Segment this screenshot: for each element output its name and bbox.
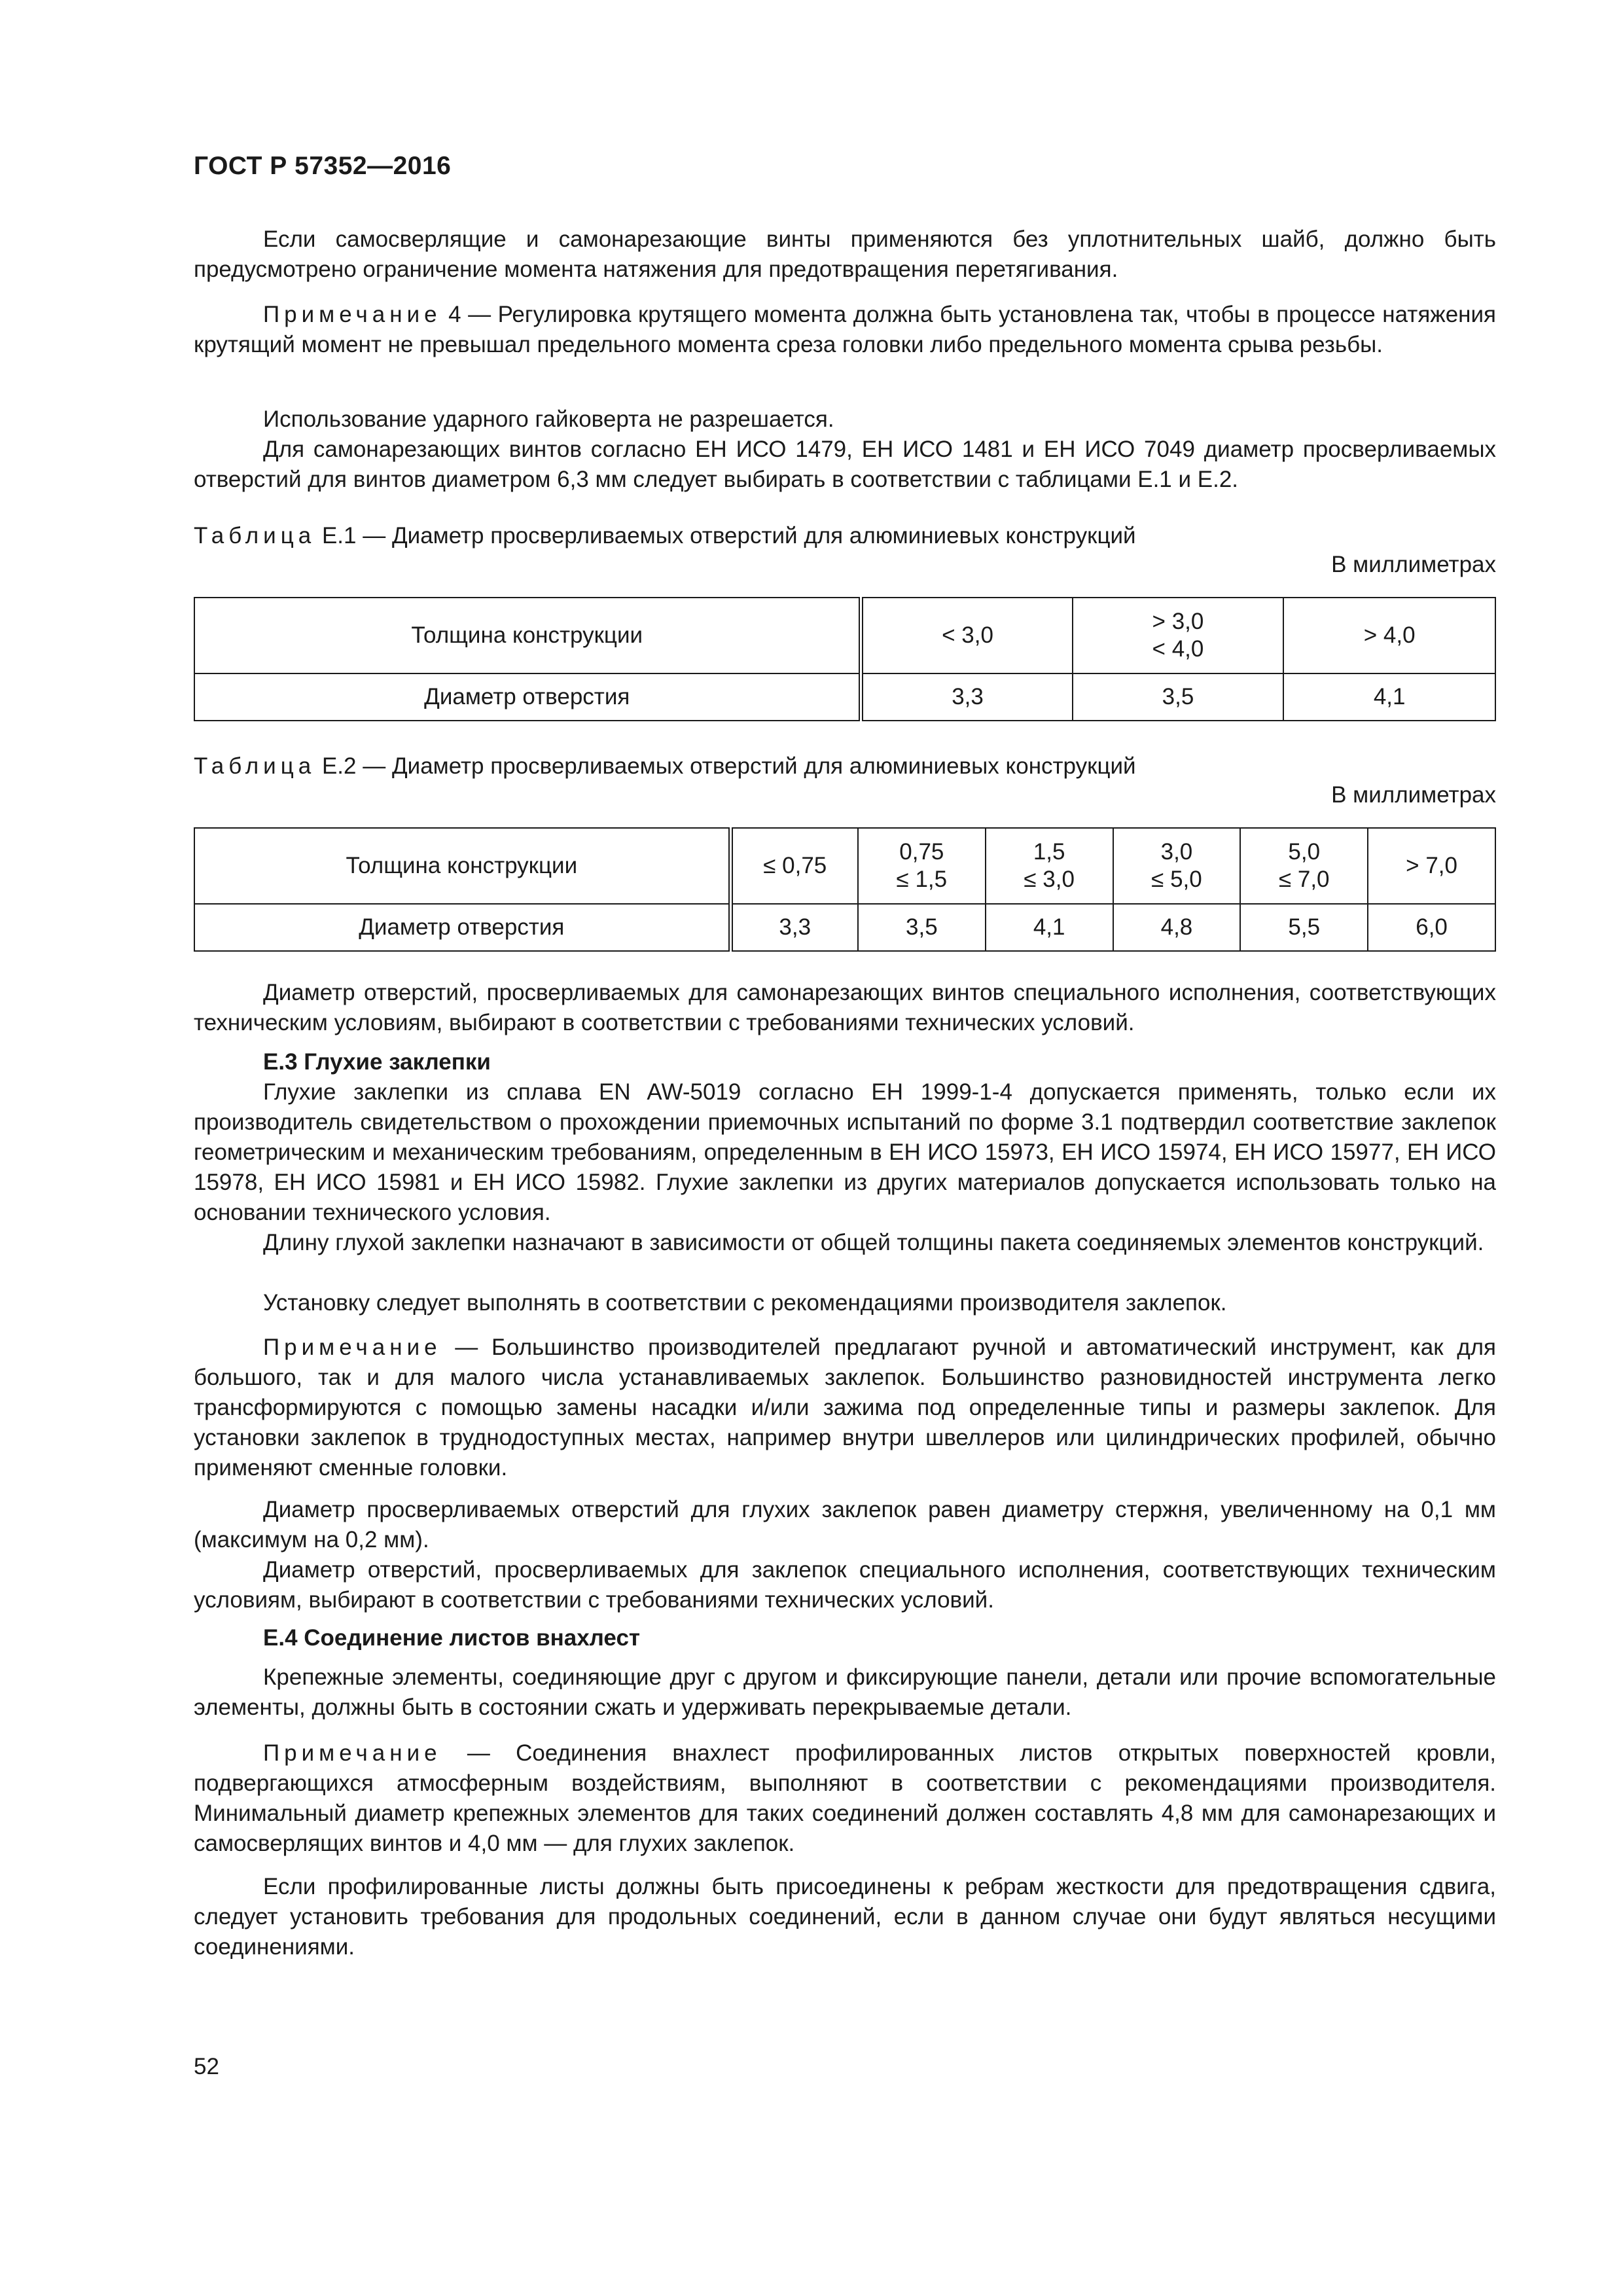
e4-paragraph-longitudinal: Если профилированные листы должны быть присоединены к ребрам жесткости для предотвращения сдвига, следует установить требования для продольных соединений, если в данном случае они будут являться несущими соединениями. [194, 1874, 1496, 1960]
table2-cell: 4,1 [986, 904, 1113, 951]
e3-paragraph-special-rivets: Диаметр отверстий, просверливаемых для заклепок специального исполнения, соответствующих техническим условиям, выбирают в соответствии с требованиями технических условий. [194, 1557, 1496, 1613]
table1-caption [194, 521, 1136, 551]
paragraph-impact-wrench: Использование ударного гайковерта не разрешается. [263, 406, 834, 432]
table2-cell [1113, 828, 1241, 904]
table2-row-label: Диаметр отверстия [194, 904, 730, 951]
table1-row-label: Диаметр отверстия [194, 673, 861, 721]
table2-cell-line: 1,5 [1033, 839, 1065, 865]
table2-cell-line: ≤ 7,0 [1278, 867, 1330, 892]
table2-cell: ≤ 0,75 [730, 828, 858, 904]
table2-cell: 3,3 [730, 904, 858, 951]
e3-note [194, 1333, 1496, 1483]
document-header: ГОСТ Р 57352—2016 [194, 152, 452, 180]
table2-units: В миллиметрах [1331, 782, 1496, 808]
table2-cell-line: ≤ 5,0 [1151, 867, 1202, 892]
table1-cell: 4,1 [1283, 673, 1495, 721]
table-e1 [194, 597, 1496, 721]
e4-paragraph-fasteners: Крепежные элементы, соединяющие друг с другом и фиксирующие панели, детали или прочие вспомогательные элементы, должны быть в состоянии сжать и удерживать перекрываемые детали. [194, 1664, 1496, 1720]
note-text: — Большинство производителей предлагают ручной и автоматический инструмент, как для большого, так и для малого числа устанавливаемых заклепок. Большинство разновидностей инструмента легко трансформируются с помощью замены насадки и/или зажима под определенные типы и размеры заклепок. Для установки заклепок в труднодоступных местах, например внутри швеллеров или цилиндрических профилей, обычно применяют сменные головки. [194, 1335, 1496, 1480]
table1-row-label: Толщина конструкции [194, 598, 861, 673]
section-e3-title: Е.3 Глухие заклепки [263, 1049, 491, 1075]
table2-cell: 3,5 [858, 904, 986, 951]
table1-cell: > 4,0 [1283, 598, 1495, 673]
table2-cell [1240, 828, 1368, 904]
note-4 [194, 300, 1496, 360]
table2-caption-label: Таблица [194, 753, 316, 779]
paragraph-special-screws: Диаметр отверстий, просверливаемых для самонарезающих винтов специального исполнения, соответствующих техническим условиям, выбирают в соответствии с требованиями технических условий. [194, 980, 1496, 1035]
table2-cell-line: ≤ 1,5 [896, 867, 948, 892]
table1-cell-line: > 3,0 [1152, 609, 1204, 634]
paragraph-washers: Если самосверлящие и самонарезающие винты применяются без уплотнительных шайб, должно быть предусмотрено ограничение момента натяжения для предотвращения перетягивания. [194, 226, 1496, 282]
table2-cell: 4,8 [1113, 904, 1241, 951]
e3-paragraph-hole-diameter: Диаметр просверливаемых отверстий для глухих заклепок равен диаметру стержня, увеличенному на 0,1 мм (максимум на 0,2 мм). [194, 1497, 1496, 1552]
table1-cell: 3,3 [861, 673, 1073, 721]
e4-note [194, 1738, 1496, 1859]
table-e2 [194, 827, 1496, 952]
table1-row-thickness [194, 598, 1495, 673]
section-e4-title: Е.4 Соединение листов внахлест [263, 1625, 641, 1651]
table2-cell-line: ≤ 3,0 [1024, 867, 1075, 892]
table2-cell [858, 828, 986, 904]
note-label: Примечание [263, 1335, 442, 1360]
table1-cell [1073, 598, 1284, 673]
table2-cell: 5,5 [1240, 904, 1368, 951]
paragraph-self-tapping-screws: Для самонарезающих винтов согласно ЕН ИСО 1479, ЕН ИСО 1481 и ЕН ИСО 7049 диаметр просверливаемых отверстий для винтов диаметром 6,3 мм следует выбирать в соответствии с таблицами Е.1 и Е.2. [194, 437, 1496, 492]
note-text: 4 — Регулировка крутящего момента должна быть установлена так, чтобы в процессе натяжения крутящий момент не превышал предельного момента среза головки либо предельного момента срыва резьбы. [194, 302, 1496, 357]
table1-row-diameter [194, 673, 1495, 721]
table2-cell-line: 0,75 [899, 839, 944, 865]
table1-caption-text: Е.1 — Диаметр просверливаемых отверстий для алюминиевых конструкций [315, 523, 1136, 548]
table2-caption-text: Е.2 — Диаметр просверливаемых отверстий для алюминиевых конструкций [315, 753, 1136, 779]
table1-cell-line: < 4,0 [1152, 636, 1204, 662]
page-number: 52 [194, 2054, 219, 2079]
document-page [194, 0, 1496, 2296]
table1-units: В миллиметрах [1331, 552, 1496, 577]
table2-row-thickness [194, 828, 1495, 904]
note-label: Примечание [263, 1740, 442, 1766]
table2-cell [986, 828, 1113, 904]
table1-cell: < 3,0 [861, 598, 1073, 673]
note-text: — Соединения внахлест профилированных листов открытых поверхностей кровли, подвергающихся атмосферным воздействиям, выполняют в соответствии с рекомендациями производителя. Минимальный диаметр крепежных элементов для таких соединений должен составлять 4,8 мм для самонарезающих и самосверлящих винтов и 4,0 мм — для глухих заклепок. [194, 1740, 1496, 1856]
table1-cell: 3,5 [1073, 673, 1284, 721]
note-label: Примечание [263, 302, 442, 327]
e3-paragraph-alloy: Глухие заклепки из сплава EN AW-5019 согласно ЕН 1999-1-4 допускается применять, только если их производитель свидетельством о прохождении приемочных испытаний по форме 3.1 подтвердил соответствие заклепок геометрическим и механическим требованиям, определенным в ЕН ИСО 15973, ЕН ИСО 15974, ЕН ИСО 15977, ЕН ИСО 15978, ЕН ИСО 15981 и ЕН ИСО 15982. Глухие заклепки из других материалов допускается использовать только на основании технического условия. [194, 1079, 1496, 1225]
e3-paragraph-length: Длину глухой заклепки назначают в зависимости от общей толщины пакета соединяемых элементов конструкций. [263, 1230, 1484, 1255]
table1-caption-label: Таблица [194, 523, 316, 548]
table2-caption [194, 751, 1136, 781]
table2-cell-line: 3,0 [1160, 839, 1193, 865]
table2-cell: 6,0 [1368, 904, 1495, 951]
table2-cell: > 7,0 [1368, 828, 1495, 904]
table2-cell-line: 5,0 [1288, 839, 1321, 865]
e3-paragraph-installation: Установку следует выполнять в соответствии с рекомендациями производителя заклепок. [263, 1290, 1227, 1316]
table2-row-diameter [194, 904, 1495, 951]
table2-row-label: Толщина конструкции [194, 828, 730, 904]
